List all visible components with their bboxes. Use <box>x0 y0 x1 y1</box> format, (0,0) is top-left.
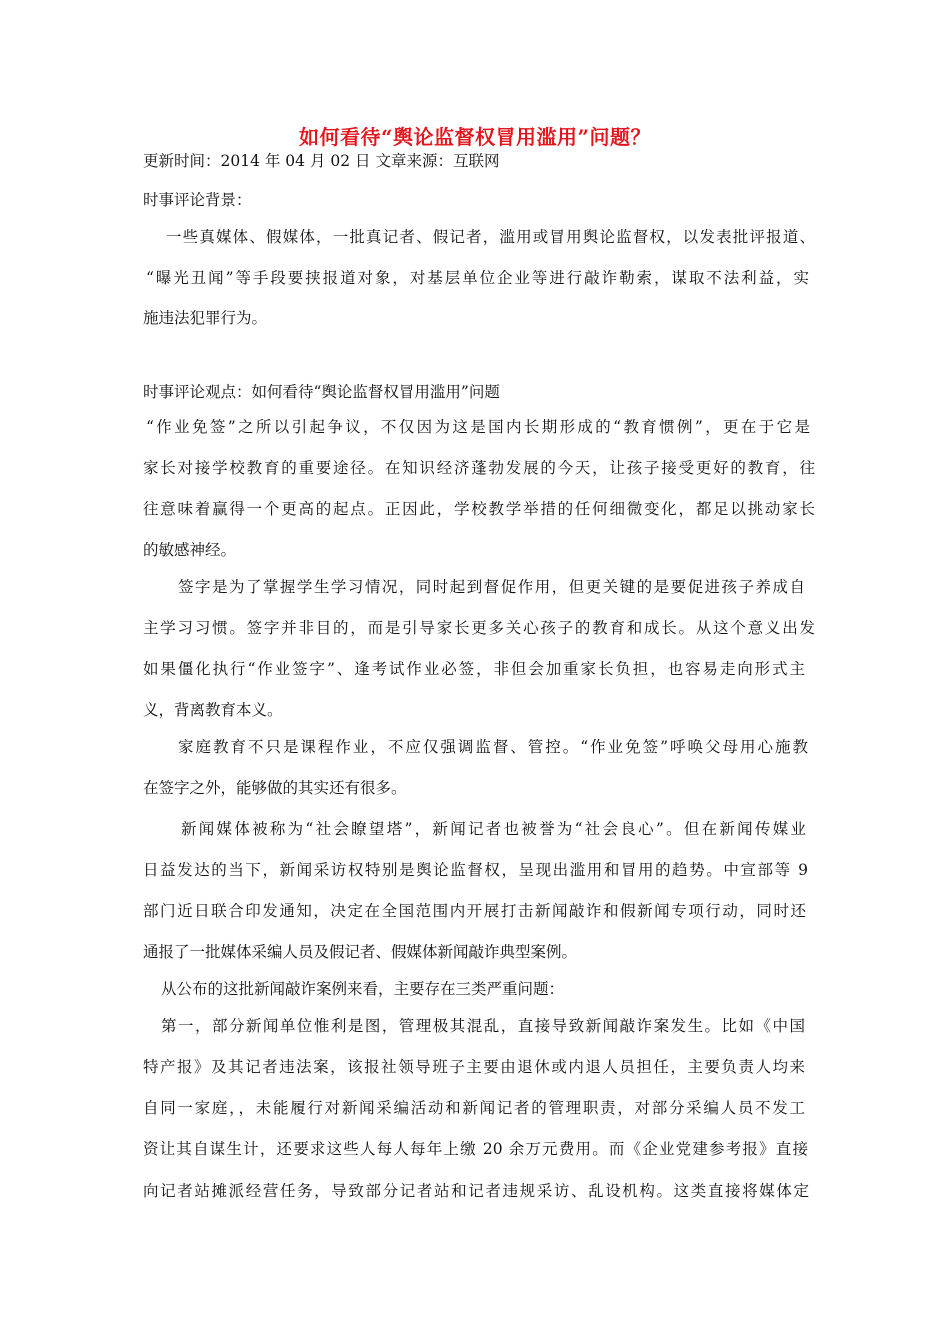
paragraph-line: 特产报》及其记者违法案，该报社领导班子主要由退休或内退人员担任，主要负责人均来 <box>143 1058 805 1076</box>
article-meta: 更新时间：2014 年 04 月 02 日 文章来源：互联网 <box>143 152 500 170</box>
background-heading: 时事评论背景： <box>143 191 252 209</box>
paragraph-line: 施违法犯罪行为。 <box>143 309 268 327</box>
paragraph-line: 部门近日联合印发通知，决定在全国范围内开展打击新闻敲诈和假新闻专项行动，同时还 <box>143 902 806 920</box>
paragraph-line: 自同一家庭，，未能履行对新闻采编活动和新闻记者的管理职责，对部分采编人员不发工 <box>143 1099 805 1117</box>
paragraph-line: 向记者站摊派经营任务，导致部分记者站和记者违规采访、乱设机构。这类直接将媒体定 <box>143 1182 809 1200</box>
paragraph-line: 在签字之外，能够做的其实还有很多。 <box>143 779 407 797</box>
paragraph-line: 往意味着赢得一个更高的起点。正因此，学校教学举措的任何细微变化，都足以挑动家长 <box>143 500 815 518</box>
paragraph-line: “作业免签”之所以引起争议，不仅因为这是国内长期形成的“教育惯例”，更在于它是 <box>146 418 810 436</box>
paragraph-line: 的敏感神经。 <box>143 541 237 559</box>
paragraph-line: 家庭教育不只是课程作业，不应仅强调监督、管控。“作业免签”呼唤父母用心施教 <box>178 738 808 756</box>
paragraph-line: 主学习习惯。签字并非目的，而是引导家长更多关心孩子的教育和成长。从这个意义出发 <box>143 619 815 637</box>
paragraph-line: 通报了一批媒体采编人员及假记者、假媒体新闻敲诈典型案例。 <box>143 943 578 961</box>
paragraph-line: 一些真媒体、假媒体，一批真记者、假记者，滥用或冒用舆论监督权，以发表批评报道、 <box>166 228 815 246</box>
paragraph-line: 新闻媒体被称为“社会瞭望塔”，新闻记者也被誉为“社会良心”。但在新闻传媒业 <box>181 820 806 838</box>
paragraph-line: 签字是为了掌握学生学习情况，同时起到督促作用，但更关键的是要促进孩子养成自 <box>178 578 805 596</box>
paragraph-line: “曝光丑闻”等手段要挟报道对象，对基层单位企业等进行敲诈勒索，谋取不法利益，实 <box>146 269 809 287</box>
paragraph-line: 资让其自谋生计，还要求这些人每人每年上缴 20 余万元费用。而《企业党建参考报》直接 <box>143 1140 808 1158</box>
viewpoint-heading: 时事评论观点：如何看待“舆论监督权冒用滥用”问题 <box>143 383 500 401</box>
paragraph-line: 如果僵化执行“作业签字”、逢考试作业必签，非但会加重家长负担，也容易走向形式主 <box>143 660 805 678</box>
article-title: 如何看待“舆论监督权冒用滥用”问题？ <box>298 125 651 149</box>
paragraph-line: 第一，部分新闻单位惟利是图，管理极其混乱，直接导致新闻敲诈案发生。比如《中国 <box>161 1017 805 1035</box>
paragraph-line: 家长对接学校教育的重要途径。在知识经济蓬勃发展的今天，让孩子接受更好的教育，往 <box>143 459 815 477</box>
paragraph-line: 义，背离教育本义。 <box>143 701 283 719</box>
paragraph-line: 日益发达的当下，新闻采访权特别是舆论监督权，呈现出滥用和冒用的趋势。中宣部等 9 <box>143 861 808 879</box>
paragraph-line: 从公布的这批新闻敲诈案例来看，主要存在三类严重问题： <box>161 980 565 998</box>
